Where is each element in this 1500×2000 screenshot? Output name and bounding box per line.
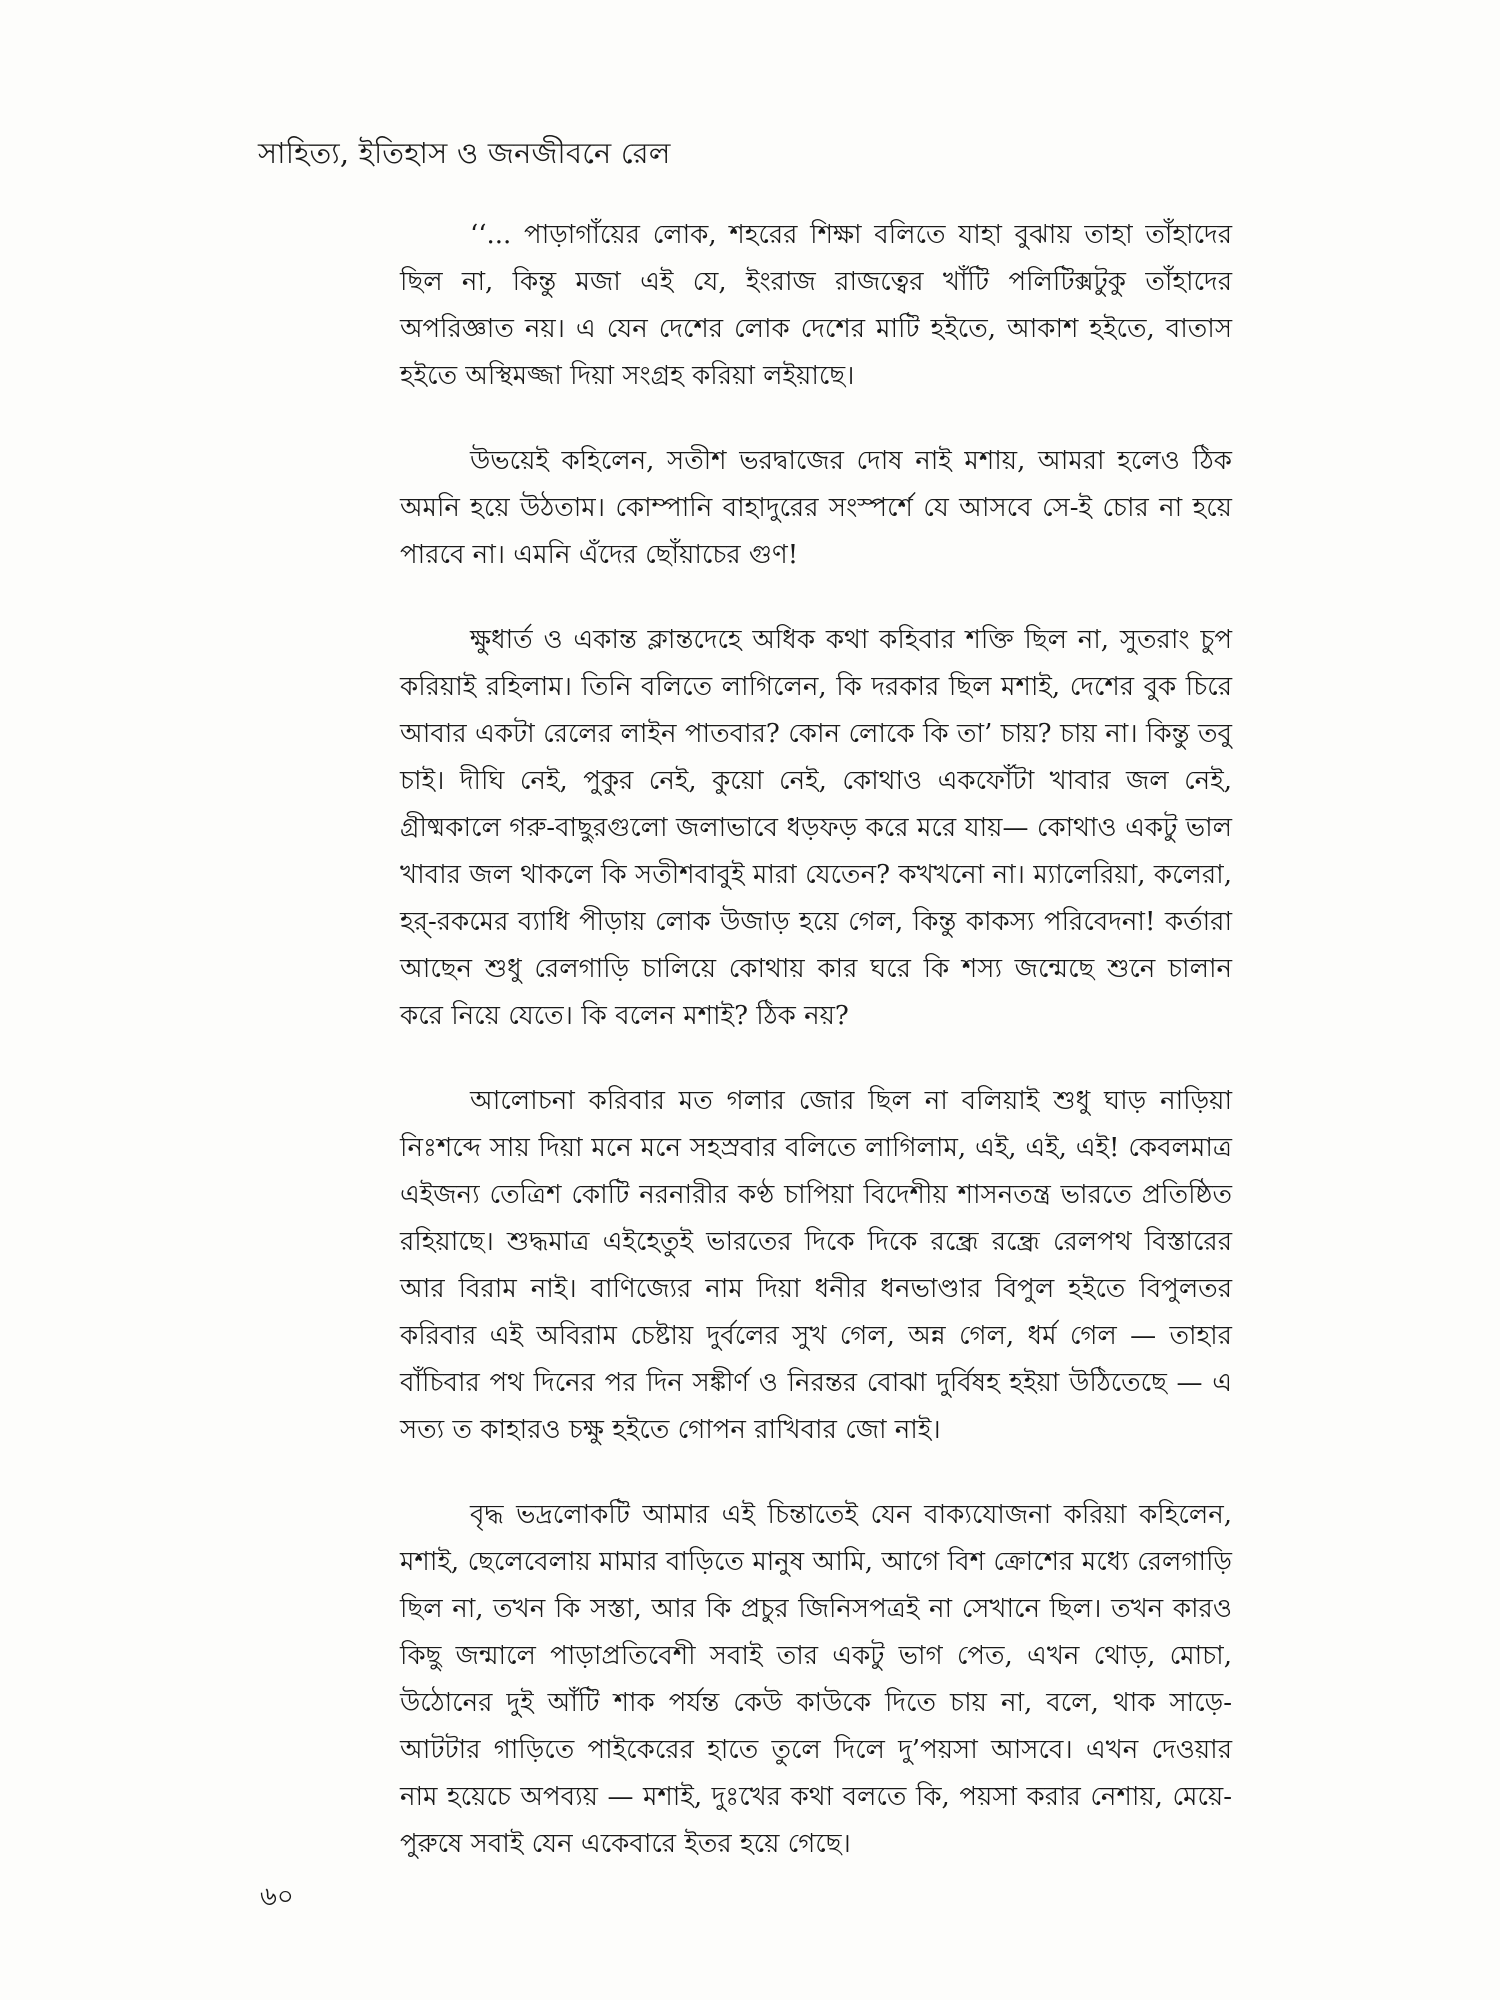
paragraph: ‘‘... পাড়াগাঁয়ের লোক, শহরের শিক্ষা বলিতে যাহা বুঝায় তাহা তাঁহাদের ছিল না, কিন্তু মজা এই যে, ইংরাজ রাজত্বের খাঁটি পলিটিক্সটুকু তাঁহাদের অপরিজ্ঞাত নয়। এ যেন দেশের লোক দেশের মাটি হইতে, আকাশ হইতে, বাতাস হইতে অস্থিমজ্জা দিয়া সংগ্রহ করিয়া লইয়াছে। bbox=[400, 220, 1232, 391]
paragraph: আলোচনা করিবার মত গলার জোর ছিল না বলিয়াই শুধু ঘাড় নাড়িয়া নিঃশব্দে সায় দিয়া মনে মনে সহস্রবার বলিতে লাগিলাম, এই, এই, এই! কেবলমাত্র এইজন্য তেত্রিশ কোটি নরনারীর কণ্ঠ চাপিয়া বিদেশীয় শাসনতন্ত্র ভারতে প্রতিষ্ঠিত রহিয়াছে। শুদ্ধমাত্র এইহেতুই ভারতের দিকে দিকে রন্ধ্রে রন্ধ্রে রেলপথ বিস্তারের আর বিরাম নাই। বাণিজ্যের নাম দিয়া ধনীর ধনভাণ্ডার বিপুল হইতে বিপুলতর করিবার এই অবিরাম চেষ্টায় দুর্বলের সুখ গেল, অন্ন গেল, ধর্ম গেল — তাহার বাঁচিবার পথ দিনের পর দিন সঙ্কীর্ণ ও নিরন্তর বোঝা দুর্বিষহ হইয়া উঠিতেছে — এ সত্য ত কাহারও চক্ষু হইতে গোপন রাখিবার জো নাই। bbox=[400, 1086, 1232, 1445]
body-text bbox=[400, 212, 1232, 1906]
paragraph: ক্ষুধার্ত ও একান্ত ক্লান্তদেহে অধিক কথা কহিবার শক্তি ছিল না, সুতরাং চুপ করিয়াই রহিলাম। তিনি বলিতে লাগিলেন, কি দরকার ছিল মশাই, দেশের বুক চিরে আবার একটা রেলের লাইন পাতবার? কোন লোকে কি তা’ চায়? চায় না। কিন্তু তবু চাই। দীঘি নেই, পুকুর নেই, কুয়ো নেই, কোথাও একফোঁটা খাবার জল নেই, গ্রীষ্মকালে গরু-বাছুরগুলো জলাভাবে ধড়ফড় করে মরে যায়— কোথাও একটু ভাল খাবার জল থাকলে কি সতীশবাবুই মারা যেতেন? কখখনো না। ম্যালেরিয়া, কলেরা, হর্-রকমের ব্যাধি পীড়ায় লোক উজাড় হয়ে গেল, কিন্তু কাকস্য পরিবেদনা! কর্তারা আছেন শুধু রেলগাড়ি চালিয়ে কোথায় কার ঘরে কি শস্য জন্মেছে শুনে চালান করে নিয়ে যেতে। কি বলেন মশাই? ঠিক নয়? bbox=[400, 625, 1232, 1031]
page-number: ৬০ bbox=[260, 1882, 294, 1912]
paragraph: বৃদ্ধ ভদ্রলোকটি আমার এই চিন্তাতেই যেন বাক্যযোজনা করিয়া কহিলেন, মশাই, ছেলেবেলায় মামার বাড়িতে মানুষ আমি, আগে বিশ ক্রোশের মধ্যে রেলগাড়ি ছিল না, তখন কি সস্তা, আর কি প্রচুর জিনিসপত্রই না সেখানে ছিল। তখন কারও কিছু জন্মালে পাড়াপ্রতিবেশী সবাই তার একটু ভাগ পেত, এখন থোড়, মোচা, উঠোনের দুই আঁটি শাক পর্যন্ত কেউ কাউকে দিতে চায় না, বলে, থাক সাড়ে-আটটার গাড়িতে পাইকেরের হাতে তুলে দিলে দু’পয়সা আসবে। এখন দেওয়ার নাম হয়েচে অপব্যয় — মশাই, দুঃখের কথা বলতে কি, পয়সা করার নেশায়, মেয়ে-পুরুষে সবাই যেন একেবারে ইতর হয়ে গেছে। bbox=[400, 1500, 1232, 1859]
running-head: সাহিত্য, ইতিহাস ও জনজীবনে রেল bbox=[258, 136, 671, 170]
paragraph: উভয়েই কহিলেন, সতীশ ভরদ্বাজের দোষ নাই মশায়, আমরা হলেও ঠিক অমনি হয়ে উঠতাম। কোম্পানি বাহাদুরের সংস্পর্শে যে আসবে সে-ই চোর না হয়ে পারবে না। এমনি এঁদের ছোঁয়াচের গুণ! bbox=[400, 446, 1232, 570]
